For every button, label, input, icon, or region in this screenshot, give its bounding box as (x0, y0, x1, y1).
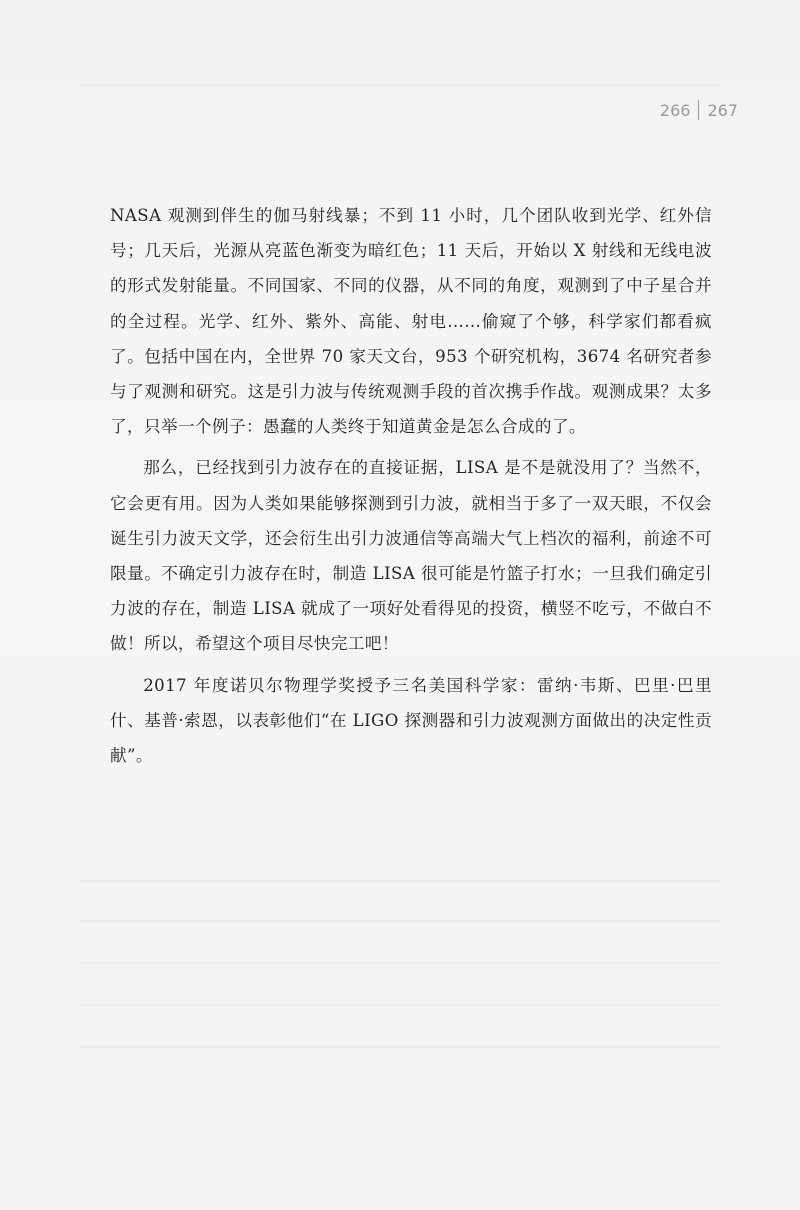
page-number-divider (698, 100, 699, 120)
bleed-through-line (80, 880, 720, 883)
bleed-through-line (80, 962, 720, 965)
page-number-right: 267 (707, 100, 738, 120)
page-number-left: 266 (659, 100, 691, 120)
bleed-through-line (80, 84, 720, 87)
page-numbers (660, 100, 738, 120)
paragraph: 2017 年度诺贝尔物理学奖授予三名美国科学家：雷纳·韦斯、巴里·巴里什、基普·索恩，以表彰他们“在 LIGO 探测器和引力波观测方面做出的决定性贡献”。 (110, 675, 712, 766)
paragraph: NASA 观测到伴生的伽马射线暴；不到 11 小时，几个团队收到光学、红外信号；几天后，光源从亮蓝色渐变为暗红色；11 天后，开始以 X 射线和无线电波的形式发射能量。不同国家、不同的仪器，从不同的角度，观测到了中子星合并的全过程。光学、红外、紫外、高能、射电……偷窥了个够，科学家们都看疯了。包括中国在内，全世界 70 家天文台，953 个研究机构，3674 名研究者参与了观测和研究。这是引力波与传统观测手段的首次携手作战。观测成果？太多了，只举一个例子：愚蠢的人类终于知道黄金是怎么合成的了。 (110, 206, 712, 437)
body-text (110, 198, 712, 773)
bleed-through-line (80, 1003, 720, 1006)
paragraph: 那么，已经找到引力波存在的直接证据，LISA 是不是就没用了？当然不，它会更有用。因为人类如果能够探测到引力波，就相当于多了一双天眼，不仅会诞生引力波天文学，还会衍生出引力波通信等高端大气上档次的福利，前途不可限量。不确定引力波存在时，制造 LISA 很可能是竹篮子打水；一旦我们确定引力波的存在，制造 LISA 就成了一项好处看得见的投资，横竖不吃亏，不做白不做！所以，希望这个项目尽快完工吧！ (110, 458, 712, 654)
bleed-through-line (80, 1045, 720, 1048)
bleed-through-line (80, 920, 720, 923)
